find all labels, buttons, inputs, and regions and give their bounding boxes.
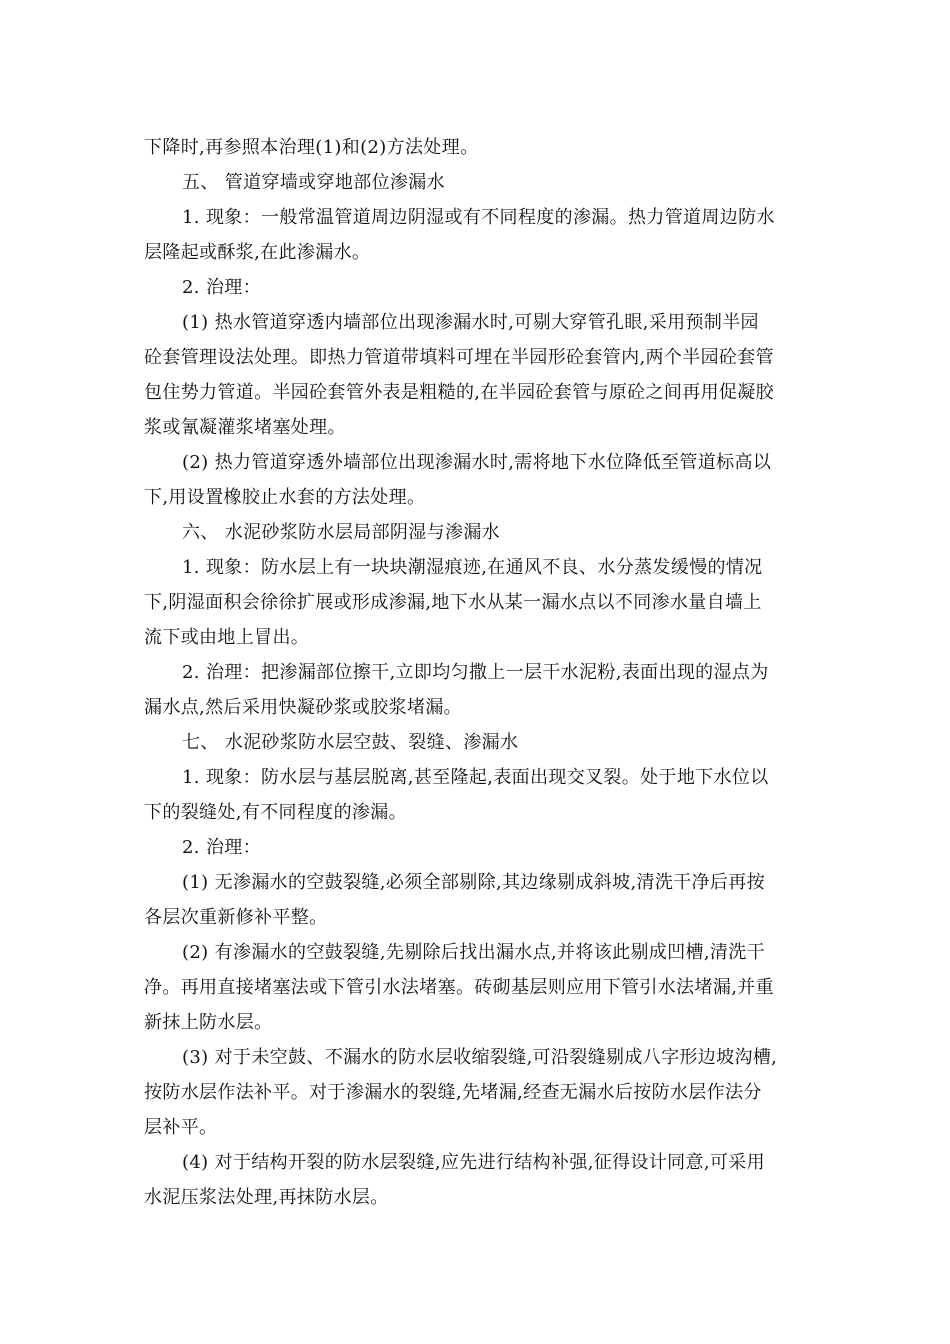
document-body — [144, 130, 806, 1215]
text-line: 流下或由地上冒出。 — [144, 627, 310, 648]
text-line: 1. 现象：防水层与基层脱离,甚至隆起,表面出现交叉裂。处于地下水位以 — [182, 767, 769, 788]
text-line: 1. 现象：防水层上有一块块潮湿痕迹,在通风不良、水分蒸发缓慢的情况 — [182, 557, 763, 578]
text-line: (1) 热水管道穿透内墙部位出现渗漏水时,可剔大穿管孔眼,采用预制半园 — [182, 312, 759, 333]
text-line: 2. 治理： — [182, 277, 261, 298]
text-line: (1) 无渗漏水的空鼓裂缝,必须全部剔除,其边缘剔成斜坡,清洗干净后再按 — [182, 872, 765, 893]
text-line: 新抹上防水层。 — [144, 1012, 273, 1033]
text-line: 浆或氰凝灌浆堵塞处理。 — [144, 417, 346, 438]
text-line: 六、 水泥砂浆防水层局部阴湿与渗漏水 — [182, 522, 501, 543]
text-line: 包住势力管道。半园砼套管外表是粗糙的,在半园砼套管与原砼之间再用促凝胶 — [144, 382, 774, 403]
text-line: 层隆起或酥浆,在此渗漏水。 — [144, 242, 371, 263]
text-line: 五、 管道穿墙或穿地部位渗漏水 — [182, 172, 445, 193]
text-line: 2. 治理：把渗漏部位擦干,立即均匀撒上一层干水泥粉,表面出现的湿点为 — [182, 662, 769, 683]
text-line: (4) 对于结构开裂的防水层裂缝,应先进行结构补强,征得设计同意,可采用 — [182, 1152, 765, 1173]
text-line: 各层次重新修补平整。 — [144, 907, 328, 928]
text-line: 净。再用直接堵塞法或下管引水法堵塞。砖砌基层则应用下管引水法堵漏,并重 — [144, 977, 774, 998]
text-line: 砼套管理设法处理。即热力管道带填料可埋在半园形砼套管内,两个半园砼套管 — [144, 347, 774, 368]
text-line: 下的裂缝处,有不同程度的渗漏。 — [144, 802, 407, 823]
text-line: 下,阴湿面积会徐徐扩展或形成渗漏,地下水从某一漏水点以不同渗水量自墙上 — [144, 592, 762, 613]
text-line: 1. 现象：一般常温管道周边阴湿或有不同程度的渗漏。热力管道周边防水 — [182, 207, 775, 228]
text-line: 水泥压浆法处理,再抹防水层。 — [144, 1187, 389, 1208]
text-line: 七、 水泥砂浆防水层空鼓、裂缝、渗漏水 — [182, 732, 519, 753]
text-line: 漏水点,然后采用快凝砂浆或胶浆堵漏。 — [144, 697, 463, 718]
text-line: 按防水层作法补平。对于渗漏水的裂缝,先堵漏,经查无漏水后按防水层作法分 — [144, 1082, 762, 1103]
text-line: 2. 治理： — [182, 837, 261, 858]
text-line: (2) 热力管道穿透外墙部位出现渗漏水时,需将地下水位降低至管道标高以 — [182, 452, 772, 473]
text-line: 层补平。 — [144, 1117, 218, 1138]
text-line: (2) 有渗漏水的空鼓裂缝,先剔除后找出漏水点,并将该此剔成凹槽,清洗干 — [182, 942, 765, 963]
text-line: (3) 对于未空鼓、不漏水的防水层收缩裂缝,可沿裂缝剔成八字形边坡沟槽, — [182, 1047, 778, 1068]
text-line: 下,用设置橡胶止水套的方法处理。 — [144, 487, 426, 508]
text-line: 下降时,再参照本治理(1)和(2)方法处理。 — [144, 137, 479, 158]
